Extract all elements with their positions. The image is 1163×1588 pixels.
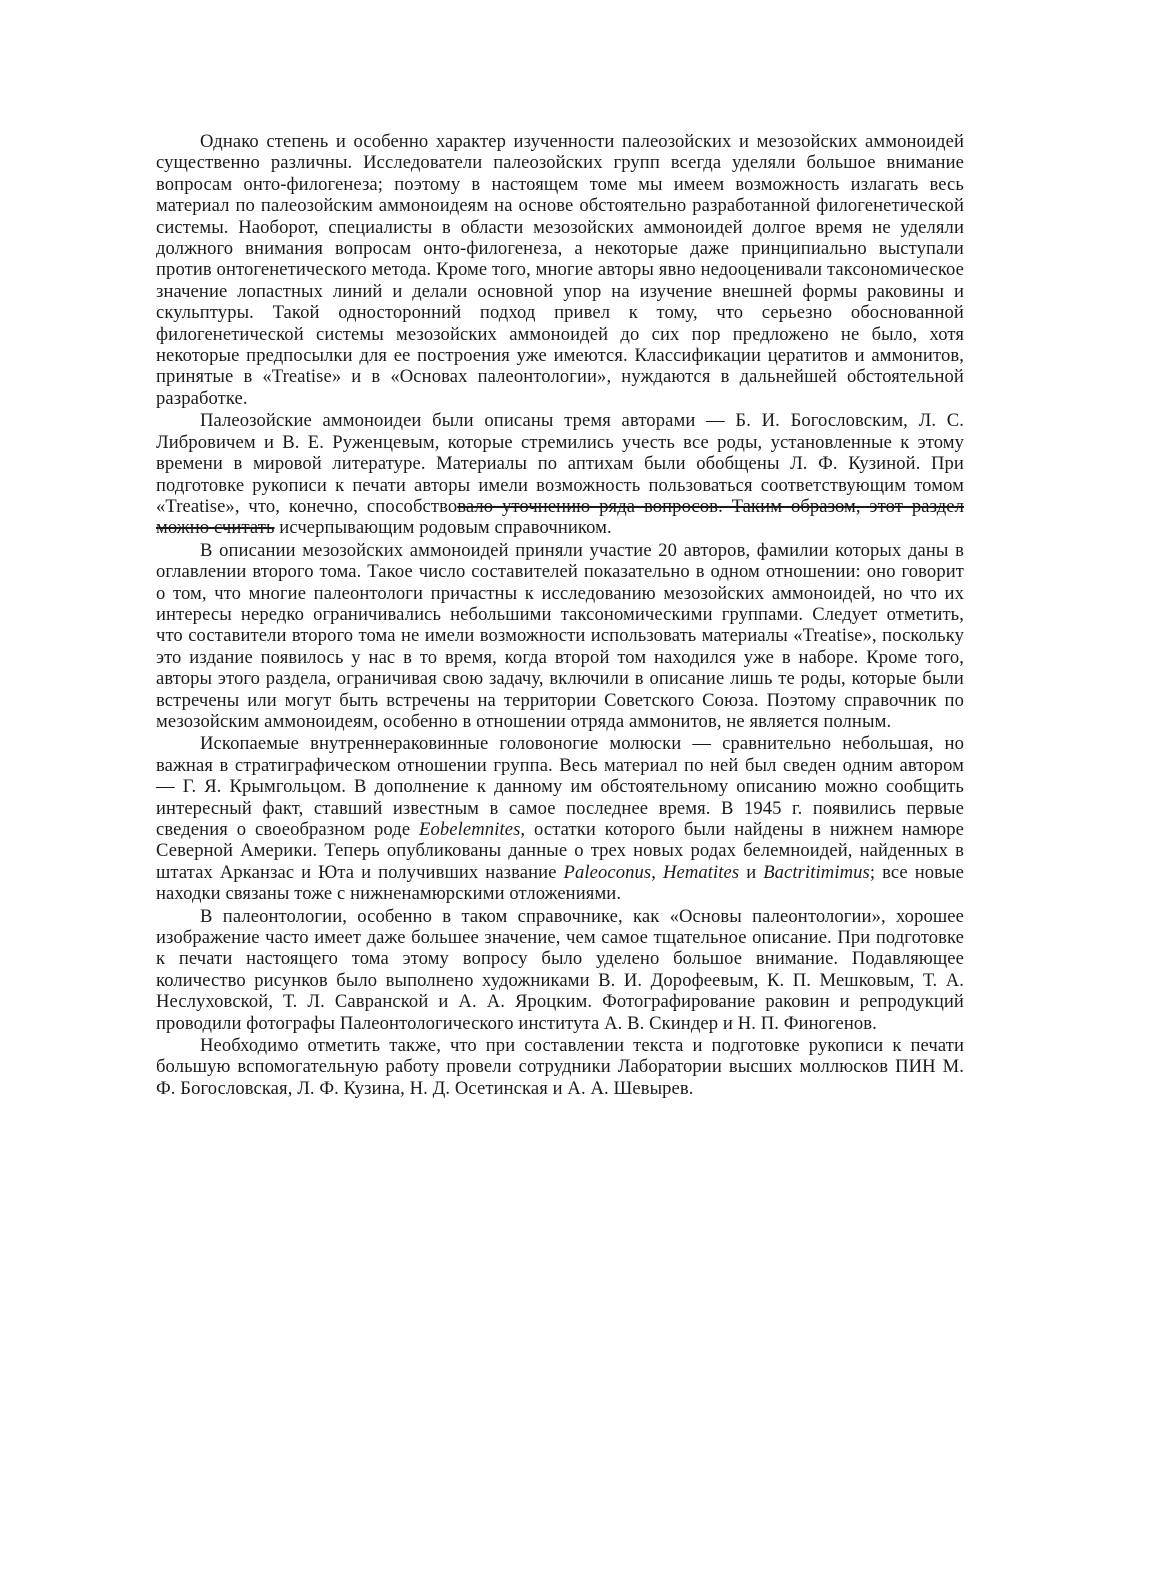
paragraph-3: [156, 540, 964, 733]
genus-name: Eobelemnites: [419, 819, 521, 840]
paragraph-text: Ископаемые внутреннераковинные головоногие молюски — сравнительно небольшая, но важная в стратиграфическом отношении группа. Весь материал по ней был сведен одним автором — Г. Я. Крымгольцом. В дополнение к данному им обстоятельному описанию можно сообщить интересный факт, ставший известным в самое последнее время. В 1945 г. появились первые сведения о своеобразном роде: [156, 733, 964, 840]
paragraph-text: ; все новые находки связаны тоже с нижненамюрскими отложениями.: [156, 861, 964, 905]
paragraph-text: В описании мезозойских аммоноидей приняли участие 20 авторов, фамилии которых даны в оглавлении второго тома. Такое число составителей показательно в одном отношении: оно говорит о том, что многие палеонтологи причастны к исследованию мезозойских аммоноидей, но что их интересы нередко ограничивались небольшими таксономическими группами. Следует отметить, что составители второго тома не имели возможности использовать материалы «Treatise», поскольку это издание появилось у нас в то время, когда второй том находился уже в наборе. Кроме того, авторы этого раздела, ограничивая свою задачу, включили в описание лишь те роды, которые были встречены или могут быть встречены на территории Советского Союза. Поэтому справочник по мезозойским аммоноидеям, особенно в отношении отряда аммонитов, не является полным.: [156, 539, 964, 732]
paragraph-text: ,: [651, 861, 663, 883]
paragraph-text: Необходимо отметить также, что при составлении текста и подготовке рукописи к печати большую вспомогательную работу провели сотрудники Лаборатории высших моллюсков ПИН М. Ф. Богословская, Л. Ф. Кузина, Н. Д. Осетинская и А. А. Шевырев.: [156, 1035, 964, 1099]
genus-name: Paleoconus: [563, 861, 652, 883]
genus-name: Bactritimimus: [763, 861, 870, 883]
paragraph-1: [156, 131, 964, 409]
paragraph-text: Однако степень и особенно характер изученности палеозойских и мезозойских аммоноидей существенно различны. Исследователи палеозойских групп всегда уделяли большое внимание вопросам онто-филогенеза; поэтому в настоящем томе мы имеем возможность излагать весь материал по палеозойским аммоноидеям на основе обстоятельно разработанной филогенетической системы. Наоборот, специалисты в области мезозойских аммоноидей долгое время не уделяли должного внимания вопросам онто-филогенеза, а некоторые даже принципиально выступали против онтогенетического метода. Кроме того, многие авторы явно недооценивали таксономическое значение лопастных линий и делали основной упор на изучение внешней формы раковины и скульптуры. Такой односторонний подход привел к тому, что серьезно обоснованной филогенетической системы мезозойских аммоноидей до сих пор предложено не было, хотя некоторые предпосылки для ее построения уже имеются. Классификации цератитов и аммонитов, принятые в «Treatise» и в «Основах палеонтологии», нуждаются в дальнейшей обстоятельной разработке.: [156, 131, 964, 409]
genus-name: Hematites: [662, 861, 740, 883]
paragraph-6: [156, 1035, 964, 1099]
paragraph-text: В палеонтологии, особенно в таком справочнике, как «Основы палеонтологии», хорошее изображение часто имеет даже большее значение, чем самое тщательное описание. При подготовке к печати настоящего тома этому вопросу было уделено большое внимание. Подавляющее количество рисунков было выполнено художниками В. И. Дорофеевым, К. П. Мешковым, Т. А. Неслуховской, Т. Л. Савранской и А. А. Яроцким. Фотографирование раковин и репродукций проводили фотографы Палеонтологического института А. В. Скиндер и Н. П. Финогенов.: [156, 905, 964, 1034]
document-page: [156, 131, 964, 1099]
paragraph-text: , остатки которого были найдены в нижнем намюре Северной Америки. Теперь опубликованы данные о трех новых родах белемноидей, найденных в штатах Арканзас и Юта и получивших название: [156, 819, 965, 883]
paragraph-4: [156, 733, 964, 904]
paragraph-text: Палеозойские аммоноидеи были описаны тремя авторами — Б. И. Богословским, Л. С. Либровичем и В. Е. Руженцевым, которые стремились учесть все роды, установленные к этому времени в мировой литературе. Материалы по аптихам были обобщены Л. Ф. Кузиной. При подготовке рукописи к печати авторы имели возможность пользоваться соответствующим томом «Treatise», что, конечно, способство: [156, 410, 964, 517]
paragraph-text: исчерпывающим родовым справочником.: [274, 517, 612, 539]
paragraph-2: [156, 410, 964, 538]
paragraph-text: и: [739, 861, 764, 883]
struck-through-text: вало уточнению ряда вопросов. Таким образом, этот раздел можно считать: [156, 495, 964, 539]
paragraph-5: [156, 906, 964, 1034]
